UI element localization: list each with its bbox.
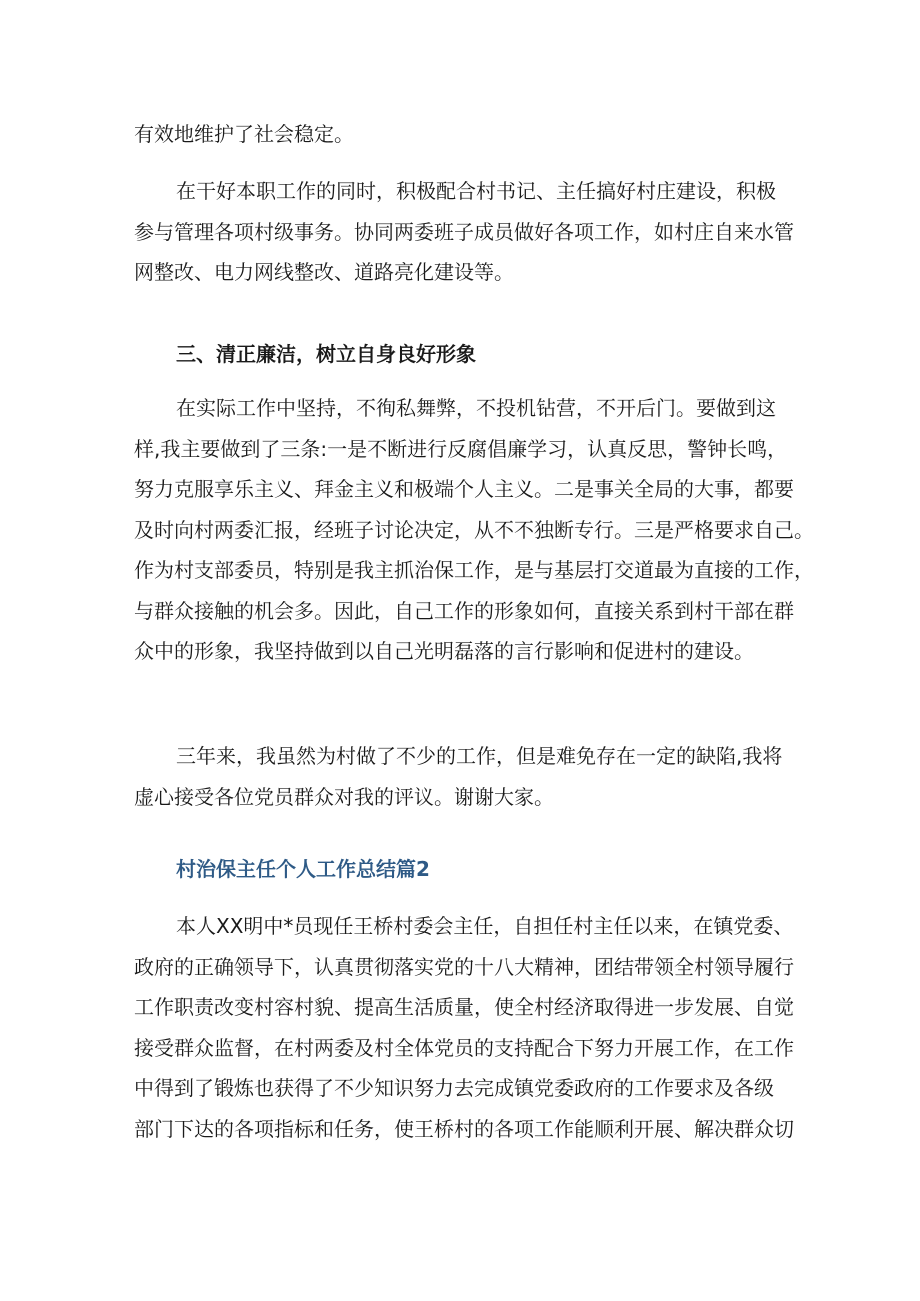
text-line: 在干好本职工作的同时，积极配合村书记、主任搞好村庄建设，积极 [176,179,776,203]
text-line: 接受群众监督，在村两委及村全体党员的支持配合下努力开展工作，在工作 [134,1035,794,1060]
text-line: 虚心接受各位党员群众对我的评议。谢谢大家。 [134,784,554,809]
text-line: 部门下达的各项指标和任务，使王桥村的各项工作能顺利开展、解决群众切 [134,1116,794,1141]
text-line: 政府的正确领导下，认真贯彻落实党的十八大精神，团结带领全村领导履行 [134,954,794,979]
text-line: 及时向村两委汇报，经班子讨论决定，从不不独断专行。三是严格要求自己。 [134,517,814,542]
paragraph [134,171,794,293]
paragraph-continuation [134,114,794,155]
text-line: 本人XX明中*员现任王桥村委会主任，自担任村主任以来，在镇党委、 [176,914,794,938]
text-line: 样,我主要做到了三条:一是不断进行反腐倡廉学习，认真反思，警钟长鸣， [134,436,788,461]
text-line: 在实际工作中坚持，不徇私舞弊，不投机钻营，不开后门。要做到这 [176,396,776,420]
paragraph [134,736,794,817]
paragraph [134,388,814,672]
text-line: 参与管理各项村级事务。协同两委班子成员做好各项工作，如村庄自来水管 [134,219,794,244]
paragraph [134,906,794,1149]
section-title: 村治保主任个人工作总结篇2 [176,857,430,881]
text-line: 努力克服享乐主义、拜金主义和极端个人主义。二是事关全局的大事，都要 [134,477,794,501]
section-heading: 三、清正廉洁，树立自身良好形象 [176,342,476,366]
text-line: 工作职责改变村容村貌、提高生活质量，使全村经济取得进一步发展、自觉 [134,995,794,1019]
text-line: 中得到了锻炼也获得了不少知识努力去完成镇党委政府的工作要求及各级 [134,1076,774,1100]
text-line: 三年来，我虽然为村做了不少的工作，但是难免存在一定的缺陷,我将 [176,744,783,768]
text-line: 众中的形象，我坚持做到以自己光明磊落的言行影响和促进村的建设。 [134,639,754,663]
text-line: 与群众接触的机会多。因此，自己工作的形象如何，直接关系到村干部在群 [134,598,794,623]
text-line: 网整改、电力网线整改、道路亮化建设等。 [134,260,514,284]
text-line: 有效地维护了社会稳定。 [134,122,354,146]
text-line: 作为村支部委员，特别是我主抓治保工作，是与基层打交道最为直接的工作， [134,558,814,582]
